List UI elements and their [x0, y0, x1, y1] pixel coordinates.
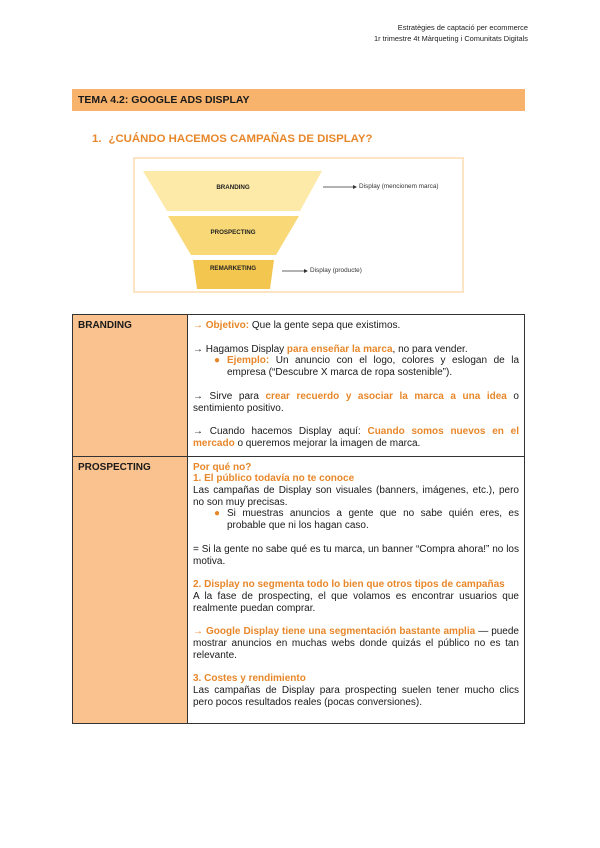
reason-2-heading: 2. Display no segmenta todo lo bien que otros tipos de campañas: [193, 579, 505, 591]
reason-1-conclusion: = Si la gente no sabe qué es tu marca, un banner “Compra ahora!” no los motiva.: [193, 543, 519, 567]
row-content-branding: [188, 315, 525, 457]
branding-objective: [193, 320, 519, 332]
branding-example: [193, 355, 519, 378]
example-label: Ejemplo:: [227, 355, 270, 367]
reason-1-bullet-text: Si muestras anuncios a gente que no sabe quién eres, es probable que ni los hagan caso.: [227, 508, 519, 532]
page-header: [374, 22, 528, 44]
note-remarketing: Display (producte): [310, 267, 362, 274]
objective-text: Que la gente sepa que existimos.: [249, 320, 401, 331]
segmentation-text: — puede mostrar anuncios en muchas webs donde quizás el público no es tan relevante.: [193, 626, 519, 661]
campaign-table: [72, 314, 525, 724]
bullet-icon: ●: [214, 508, 221, 520]
memory-a: → Sirve para: [193, 390, 266, 402]
note-branding: Display (mencionem marca): [359, 183, 439, 190]
example-text: Un anuncio con el logo, colores y eslogan de la empresa (“Descubre X marca de ropa sostenible”).: [227, 355, 519, 379]
when-a: → Cuando hacemos Display aquí:: [193, 426, 368, 438]
reason-1-heading: 1. El público todavía no te conoce: [193, 473, 355, 485]
row-label-prospecting: PROSPECTING: [73, 456, 188, 723]
row-label-branding: BRANDING: [73, 315, 188, 457]
funnel-label-branding: BRANDING: [216, 184, 250, 191]
purpose-b: para enseñar la marca: [286, 343, 393, 355]
header-line-1: Estratègies de captació per ecommerce: [397, 23, 528, 32]
header-line-2: 1r trimestre 4t Màrqueting i Comunitats Digitals: [373, 34, 528, 43]
reason-3-heading: 3. Costes y rendimiento: [193, 673, 306, 685]
funnel-label-prospecting: PROSPECTING: [210, 229, 256, 236]
funnel-level-branding: [143, 171, 322, 211]
section-title: ¿CUÁNDO HACEMOS CAMPAÑAS DE DISPLAY?: [108, 133, 373, 145]
row-content-prospecting: [188, 456, 525, 723]
funnel-graphic: [135, 159, 462, 291]
branding-memory: [193, 391, 519, 414]
memory-c: o sentimiento positivo.: [193, 390, 519, 414]
arrow-branding-head: [353, 185, 357, 189]
reason-2-text: A la fase de prospecting, el que volamos es encontrar usuarios que realmente puedan comprar.: [193, 590, 519, 614]
topic-band: TEMA 4.2: GOOGLE ADS DISPLAY: [72, 89, 525, 111]
when-c: o queremos mejorar la imagen de marca.: [234, 437, 421, 449]
segmentation-note: [193, 626, 519, 661]
reason-1-bullet: [193, 508, 519, 531]
table-row-prospecting: [73, 456, 525, 723]
prospecting-question: Por qué no?: [193, 461, 252, 473]
reason-1-text: Las campañas de Display son visuales (banners, imágenes, etc.), pero no son muy precisas.: [193, 485, 519, 508]
funnel-figure: [133, 157, 464, 293]
section-heading: [92, 133, 372, 145]
arrow-remarketing-head: [304, 269, 308, 273]
section-number: 1.: [92, 133, 102, 145]
segmentation-heading: → Google Display tiene una segmentación bastante amplia: [193, 626, 476, 638]
memory-b: crear recuerdo y asociar la marca a una idea: [265, 390, 507, 402]
branding-purpose: [193, 344, 519, 356]
branding-when: [193, 426, 519, 449]
when-b: Cuando somos nuevos en el mercado: [193, 426, 519, 449]
objective-label: → Objetivo:: [193, 320, 250, 331]
purpose-a: → Hagamos Display: [193, 343, 287, 355]
purpose-c: , no para vender.: [392, 343, 468, 355]
funnel-label-remarketing: REMARKETING: [209, 265, 257, 272]
table-row-branding: [73, 315, 525, 457]
bullet-icon: ●: [214, 355, 221, 367]
reason-3-text: Las campañas de Display para prospecting suelen tener mucho clics pero pocos resultados reales (pocas conversiones).: [193, 685, 519, 708]
